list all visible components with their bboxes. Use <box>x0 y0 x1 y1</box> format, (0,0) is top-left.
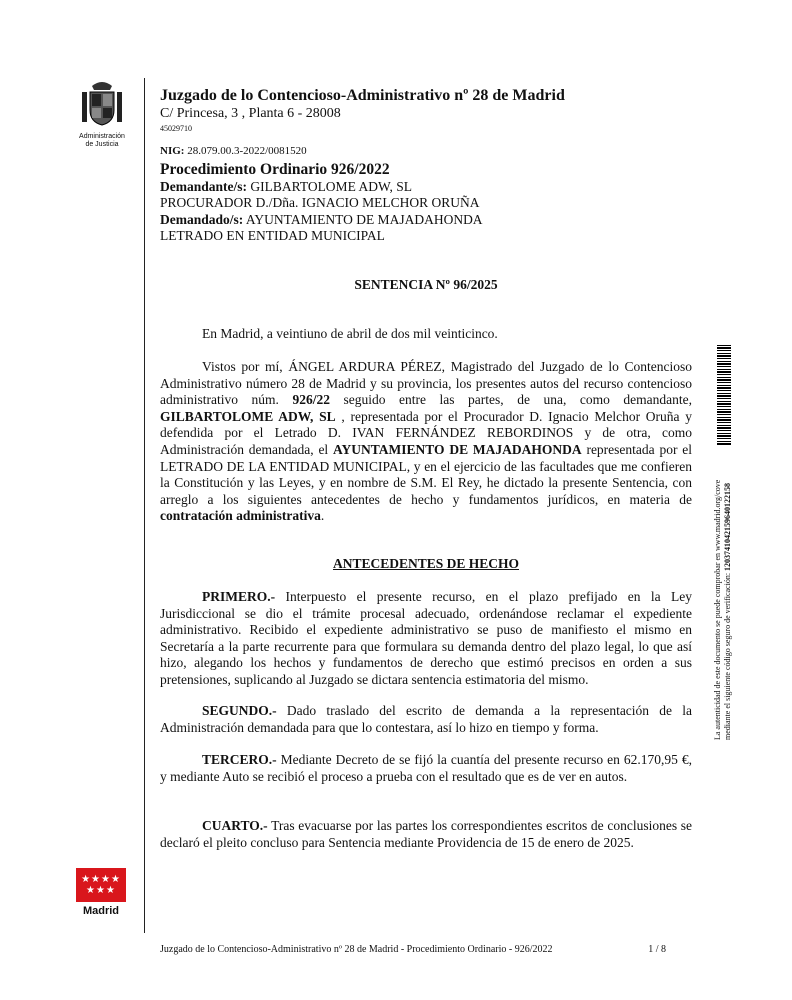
court-name: Juzgado de lo Contencioso-Administrativo nº 28 de Madrid <box>160 87 565 104</box>
plaintiff-label: Demandante/s: <box>160 178 247 194</box>
vistos-text-e: , representada por el Procurador D. Ignacio Melchor Oruña y defendida por el Letrado D. IVAN FERNÁNDEZ REBORDINOS y de otra, como Administración demandada, el <box>160 408 693 457</box>
justice-logo <box>74 78 130 149</box>
footer-text: Juzgado de lo Contencioso-Administrativo nº 28 de Madrid - Procedimiento Ordinario - 926/2022 <box>160 944 553 955</box>
verification-note <box>713 340 745 740</box>
procedure-title: Procedimiento Ordinario 926/2022 <box>160 160 390 178</box>
verification-code: 1203741042159640122158 <box>723 482 732 571</box>
vistos-paragraph <box>160 359 692 525</box>
lawyer-line: LETRADO EN ENTIDAD MUNICIPAL <box>160 228 385 243</box>
section-heading: ANTECEDENTES DE HECHO <box>332 556 520 571</box>
nig-value: 28.079.00.3-2022/0081520 <box>184 145 307 157</box>
logo-caption-1: Administración <box>79 133 125 140</box>
date-paragraph <box>160 326 692 343</box>
coat-of-arms-icon <box>80 78 124 128</box>
defendant-value: AYUNTAMIENTO DE MAJADAHONDA <box>243 211 483 227</box>
court-address: C/ Princesa, 3 , Planta 6 - 28008 <box>160 106 341 121</box>
antecedente-1 <box>160 589 692 689</box>
case-metadata <box>160 143 700 245</box>
verification-line-2: mediante el siguiente código seguro de verificación: <box>723 570 732 740</box>
subject-matter: contratación administrativa <box>160 508 321 524</box>
vistos-text-g: representada por el LETRADO DE LA ENTIDAD MUNICIPAL, y en el ejercicio de las facultades que me confieren la Constitución y las Leyes, y en nombre de S.M. El Rey, he dictado la presente Sentencia, con arreglo a los siguientes antecedentes de hecho y fundamentos jurídicos, en materia de <box>160 441 693 507</box>
vertical-divider <box>144 78 145 933</box>
court-code: 45029710 <box>160 124 192 133</box>
antecedente-2 <box>160 703 692 736</box>
antecedente-text: Mediante Decreto de se fijó la cuantía del presente recurso en 62.170,95 €, y mediante Auto se recibió el proceso a prueba con el resultado que es de ver en autos. <box>160 752 692 784</box>
antecedente-label: SEGUNDO.- <box>202 703 277 718</box>
antecedente-label: TERCERO.- <box>202 752 277 767</box>
antecedente-text: Tras evacuarse por las partes los correspondientes escritos de conclusiones se declaró el pleito concluso para Sentencia mediante Providencia de 15 de enero de 2025. <box>160 818 692 850</box>
antecedente-3 <box>160 752 692 785</box>
madrid-stars-icon: ★★★★ ★★★ <box>76 868 126 902</box>
plaintiff-value: GILBARTOLOME ADW, SL <box>247 178 412 194</box>
defendant-label: Demandado/s: <box>160 211 244 227</box>
vistos-text-a: Vistos por mí, ÁNGEL ARDURA PÉREZ, Magistrado del Juzgado de lo Contencioso Administrativo número 28 de Madrid y su provincia, los presentes autos del recurso contencioso administrativo núm. <box>160 359 692 408</box>
logo-caption-2: de Justicia <box>85 141 119 148</box>
antecedente-4 <box>160 818 692 851</box>
nig-label: NIG: <box>160 145 185 157</box>
vistos-text-c: seguido entre las partes, de una, como demandante, <box>329 392 692 408</box>
page-footer <box>160 944 666 955</box>
madrid-logo-caption: Madrid <box>82 905 120 917</box>
document-header <box>160 86 700 136</box>
date-text: En Madrid, a veintiuno de abril de dos mil veinticinco. <box>202 326 498 341</box>
procurador-line: PROCURADOR D./Dña. IGNACIO MELCHOR ORUÑA <box>160 195 480 210</box>
vistos-text-i: . <box>320 508 325 524</box>
case-number: 926/22 <box>292 392 330 408</box>
verification-line-1: La autenticidad de este documento se puede comprobar en www.madrid.org/cove <box>713 479 722 740</box>
defendant-name: AYUNTAMIENTO DE MAJADAHONDA <box>333 441 582 457</box>
antecedente-label: CUARTO.- <box>202 818 268 833</box>
antecedente-label: PRIMERO.- <box>202 589 276 604</box>
madrid-logo <box>76 868 126 917</box>
plaintiff-name: GILBARTOLOME ADW, SL <box>160 408 336 424</box>
page-number: 1 / 8 <box>648 944 666 955</box>
antecedente-text: Dado traslado del escrito de demanda a la representación de la Administración demandada para que lo contestara, así lo hizo en tiempo y forma. <box>160 703 692 735</box>
antecedente-text: Interpuesto el presente recurso, en el plazo prefijado en la Ley Jurisdiccional se dio el trámite procesal adecuado, ordenándose reclamar el expediente administrativo. Recibido el expediente administrativo se puso de manifiesto el mismo en Secretaría a la parte recurrente para que formulara su demanda dentro del plazo legal, lo que así hizo, alegando los hechos y fundamentos de derecho que estimó precisos en orden a sus pretensiones, suplicando al Juzgado se dictara sentencia estimatoria del mismo. <box>160 589 692 687</box>
sentence-title: SENTENCIA Nº 96/2025 <box>354 277 498 292</box>
